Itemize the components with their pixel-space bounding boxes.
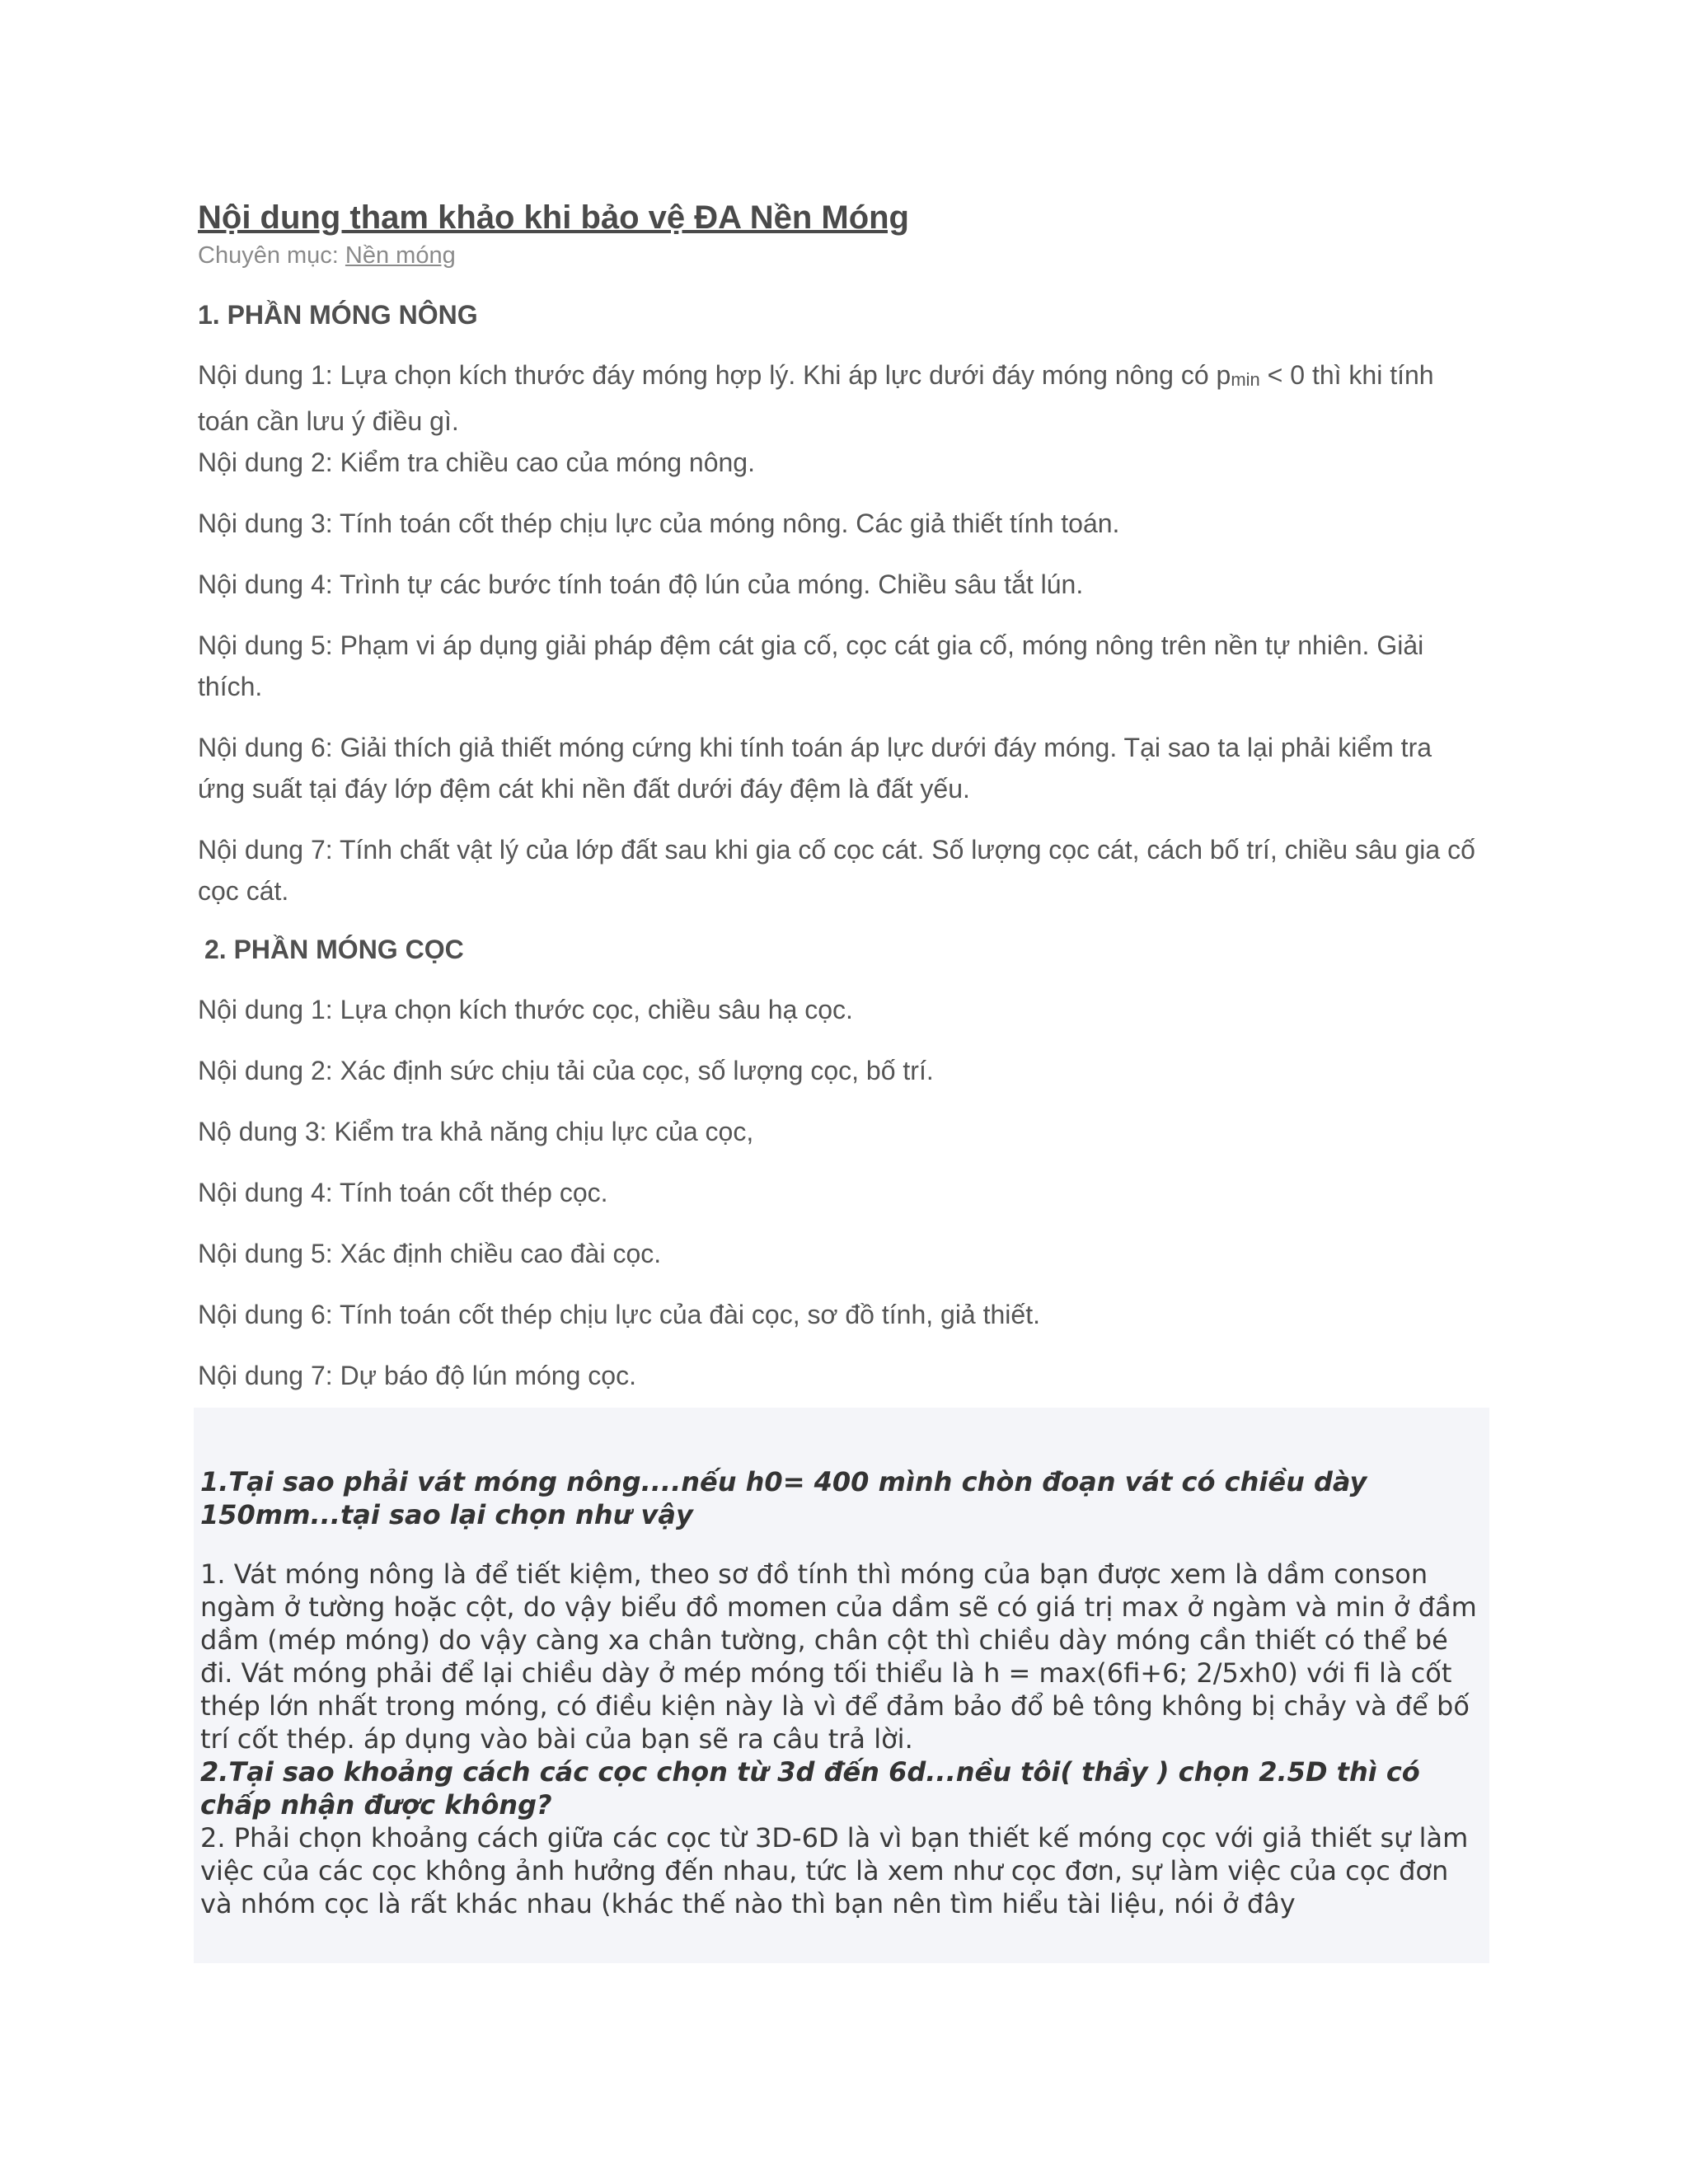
qa-question-2: 2.Tại sao khoảng cách các cọc chọn từ 3d đến 6d...nều tôi( thầy ) chọn 2.5D thì có chấp nhận được không?	[200, 1756, 1420, 1821]
article-content	[198, 196, 1484, 1396]
subscript-min: min	[1231, 369, 1260, 390]
list-item: Nộ dung 3: Kiểm tra khả năng chịu lực của cọc,	[198, 1117, 754, 1146]
list-item: Nội dung 5: Xác định chiều cao đài cọc.	[198, 1239, 662, 1268]
qa-content	[200, 1465, 1479, 1920]
category-link[interactable]: Nền móng	[345, 242, 456, 269]
item-text-part2: < 0 thì khi tính toán cần lưu ý điều gì.	[198, 360, 1434, 436]
list-item: Nội dung 6: Giải thích giả thiết móng cứng khi tính toán áp lực dưới đáy móng. Tại sao ta lại phải kiểm tra ứng suất tại đáy lớp đệm cát khi nền đất dưới đáy đệm là đất yếu.	[198, 733, 1432, 804]
article-title[interactable]: Nội dung tham khảo khi bảo vệ ĐA Nền Móng	[198, 199, 909, 236]
category-label: Chuyên mục:	[198, 242, 345, 269]
list-item: Nội dung 7: Tính chất vật lý của lớp đất sau khi gia cố cọc cát. Số lượng cọc cát, cách bố trí, chiều sâu gia cố cọc cát.	[198, 835, 1475, 906]
list-item	[198, 354, 1484, 442]
qa-answer-2: 2. Phải chọn khoảng cách giữa các cọc từ 3D-6D là vì bạn thiết kế móng cọc với giả thiết sự làm việc của các cọc không ảnh hưởng đến nhau, tức là xem như cọc đơn, sự làm việc của cọc đơn và nhóm cọc là rất khác nhau (khác thế nào thì bạn nên tìm hiểu tài liệu, nói ở đây	[200, 1822, 1469, 1919]
qa-answer-1: 1. Vát móng nông là để tiết kiệm, theo sơ đồ tính thì móng của bạn được xem là dầm conson ngàm ở tường hoặc cột, do vậy biểu đồ momen của dầm sẽ có giá trị max ở ngàm và min ở đầm dầm (mép móng) do vậy càng xa chân tường, chân cột thì chiều dày móng cần thiết có thể bé đi. Vát móng phải để lại chiều dày ở mép móng tối thiểu là h = max(6fi+6; 2/5xh0) với fi là cốt thép lớn nhất trong móng, có điều kiện này là vì để đảm bảo đổ bê tông không bị chảy và để bố trí cốt thép. áp dụng vào bài của bạn sẽ ra câu trả lời.	[200, 1558, 1477, 1755]
list-item: Nội dung 2: Kiểm tra chiều cao của móng nông.	[198, 448, 755, 477]
item-text-part1: Nội dung 1: Lựa chọn kích thước đáy móng hợp lý. Khi áp lực dưới đáy móng nông có p	[198, 360, 1231, 390]
list-item: Nội dung 6: Tính toán cốt thép chịu lực của đài cọc, sơ đồ tính, giả thiết.	[198, 1300, 1040, 1329]
section-heading-mong-nong: 1. PHẦN MÓNG NÔNG	[198, 300, 478, 330]
list-item: Nội dung 1: Lựa chọn kích thước cọc, chiều sâu hạ cọc.	[198, 995, 853, 1024]
qa-question-1: 1.Tại sao phải vát móng nông....nếu h0= 400 mình chòn đoạn vát có chiều dày 150mm...tại sao lại chọn như vậy	[200, 1466, 1367, 1530]
qa-panel	[194, 1408, 1489, 1963]
section-heading-mong-coc: 2. PHẦN MÓNG CỌC	[204, 935, 464, 964]
list-item: Nội dung 4: Trình tự các bước tính toán độ lún của móng. Chiều sâu tắt lún.	[198, 569, 1084, 599]
list-item: Nội dung 2: Xác định sức chịu tải của cọc, số lượng cọc, bố trí.	[198, 1056, 934, 1085]
list-item: Nội dung 7: Dự báo độ lún móng cọc.	[198, 1361, 636, 1390]
list-item: Nội dung 5: Phạm vi áp dụng giải pháp đệm cát gia cố, cọc cát gia cố, móng nông trên nền tự nhiên. Giải thích.	[198, 630, 1424, 701]
category-line	[198, 239, 1484, 272]
list-item: Nội dung 4: Tính toán cốt thép cọc.	[198, 1178, 608, 1207]
list-item: Nội dung 3: Tính toán cốt thép chịu lực của móng nông. Các giả thiết tính toán.	[198, 509, 1120, 538]
